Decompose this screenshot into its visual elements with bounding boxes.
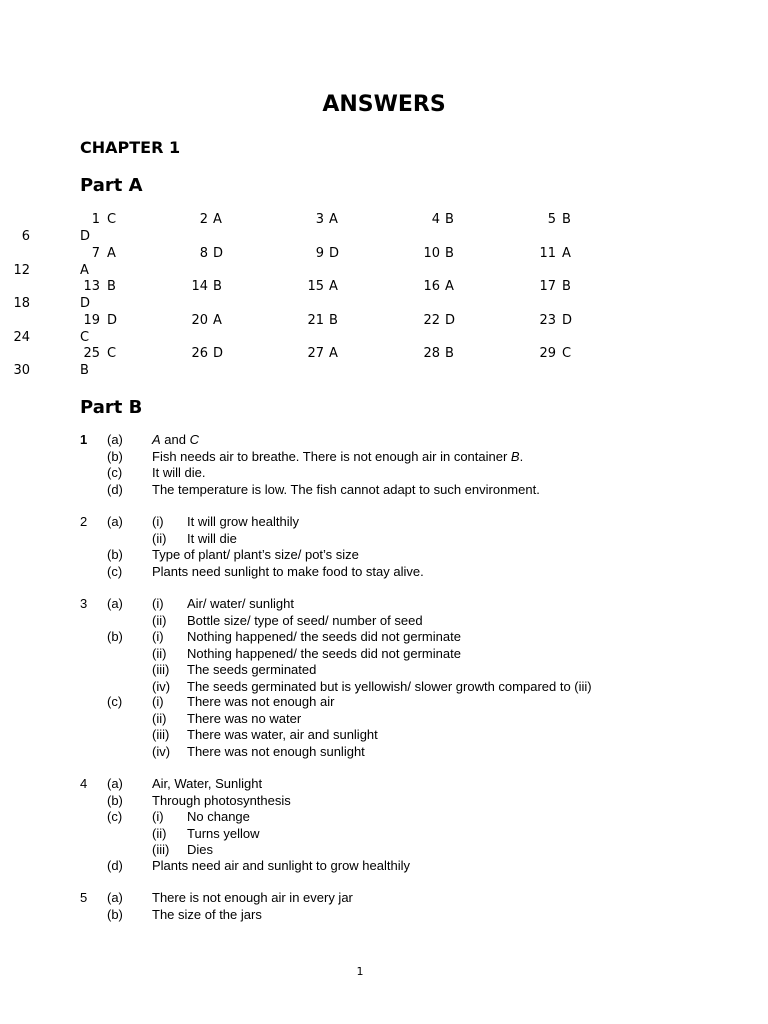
answer-letter: B	[80, 363, 89, 378]
answer-text: Turns yellow	[187, 825, 260, 841]
answer-text: There is not enough air in every jar	[152, 890, 353, 905]
answer-text: It will die	[187, 530, 237, 546]
sub-label: (a)	[107, 596, 123, 611]
answer-text: The seeds germinated	[187, 662, 317, 677]
answer-letter: B	[445, 212, 454, 227]
answer-number: 12	[13, 263, 30, 278]
sub-label: (a)	[107, 514, 123, 529]
roman-label: (i)	[152, 694, 164, 709]
question-number: 5	[80, 890, 88, 905]
answer-letter: C	[562, 346, 572, 361]
answer-number: 28	[423, 346, 440, 361]
answer-letter: B	[562, 279, 571, 294]
roman-label: (iv)	[152, 743, 171, 759]
answer-letter: D	[562, 313, 573, 328]
answer-letter: B	[445, 346, 454, 361]
answer-number: 2	[199, 212, 208, 227]
answer-text: It will grow healthily	[187, 514, 299, 529]
question-number: 4	[80, 776, 88, 791]
roman-label: (ii)	[152, 825, 167, 841]
answer-text: Through photosynthesis	[152, 792, 291, 808]
roman-label: (iii)	[152, 727, 170, 742]
roman-label: (ii)	[152, 710, 167, 726]
answer-text: Air, Water, Sunlight	[152, 776, 263, 791]
answer-number: 5	[547, 212, 556, 227]
answer-number: 27	[307, 346, 324, 361]
answer-number: 7	[91, 246, 100, 261]
answer-letter: B	[562, 212, 571, 227]
sub-label: (c)	[107, 694, 123, 709]
answer-number: 4	[431, 212, 440, 227]
question-number: 3	[80, 596, 88, 611]
answer-letter: D	[213, 246, 224, 261]
answer-letter: A	[80, 263, 89, 278]
answer-letter: C	[107, 212, 117, 227]
answer-letter: A	[445, 279, 454, 294]
answer-number: 19	[83, 313, 100, 328]
roman-label: (ii)	[152, 612, 167, 628]
answer-text: No change	[187, 809, 250, 824]
answer-number: 11	[539, 246, 556, 261]
answer-text: Nothing happened/ the seeds did not germinate	[187, 645, 461, 661]
answer-number: 30	[13, 363, 30, 378]
roman-label: (iv)	[152, 678, 171, 694]
answer-number: 20	[191, 313, 208, 328]
roman-label: (i)	[152, 596, 164, 611]
answer-number: 18	[13, 296, 30, 311]
answer-text: Plants need air and sunlight to grow healthily	[152, 858, 410, 873]
answer-letter: A	[329, 212, 338, 227]
chapter-heading: CHAPTER 1	[80, 138, 181, 157]
sub-label: (b)	[107, 448, 123, 464]
answer-text: There was not enough air	[187, 694, 335, 709]
sub-label: (b)	[107, 792, 123, 808]
sub-label: (b)	[107, 547, 123, 562]
answer-number: 10	[423, 246, 440, 261]
answer-text: Nothing happened/ the seeds did not germinate	[187, 629, 461, 644]
answer-number: 24	[13, 330, 30, 345]
answer-text: Air/ water/ sunlight	[187, 596, 294, 611]
page-number: 1	[356, 965, 364, 978]
answer-text: The seeds germinated but is yellowish/ slower growth compared to (iii)	[187, 678, 592, 694]
answer-text: Dies	[187, 842, 214, 857]
answer-letter: A	[562, 246, 571, 261]
answer-number: 8	[199, 246, 208, 261]
answer-text: Plants need sunlight to make food to stay alive.	[152, 563, 424, 579]
part-a-heading: Part A	[80, 175, 143, 196]
sub-label: (b)	[107, 906, 123, 922]
answer-letter: D	[80, 296, 91, 311]
roman-label: (iii)	[152, 662, 170, 677]
answer-text: Bottle size/ type of seed/ number of seed	[187, 612, 423, 628]
answer-number: 22	[423, 313, 440, 328]
roman-label: (i)	[152, 514, 164, 529]
sub-label: (d)	[107, 858, 123, 873]
answer-number: 16	[423, 279, 440, 294]
answer-number: 3	[315, 212, 324, 227]
answer-letter: D	[329, 246, 340, 261]
answer-letter: A	[213, 212, 222, 227]
answer-number: 6	[21, 229, 30, 244]
answer-letter: B	[107, 279, 116, 294]
answer-letter: B	[213, 279, 222, 294]
answer-number: 29	[539, 346, 556, 361]
answer-text: It will die.	[152, 465, 206, 480]
answer-number: 25	[83, 346, 100, 361]
sub-label: (b)	[107, 629, 123, 644]
answer-letter: D	[213, 346, 224, 361]
page-title: ANSWERS	[322, 92, 446, 117]
answer-letter: D	[445, 313, 456, 328]
part-b-heading: Part B	[80, 397, 143, 418]
answer-letter: A	[213, 313, 222, 328]
answer-number: 14	[191, 279, 208, 294]
answer-number: 17	[539, 279, 556, 294]
roman-label: (ii)	[152, 530, 167, 546]
sub-label: (d)	[107, 481, 123, 497]
answer-letter: B	[445, 246, 454, 261]
sub-label: (c)	[107, 809, 123, 824]
answer-letter: C	[80, 330, 90, 345]
roman-label: (ii)	[152, 645, 167, 661]
answer-letter: B	[329, 313, 338, 328]
answer-text: There was not enough sunlight	[187, 743, 365, 759]
answer-text: There was no water	[187, 710, 302, 726]
question-number: 2	[80, 514, 88, 529]
sub-label: (a)	[107, 432, 123, 447]
sub-label: (a)	[107, 776, 123, 791]
answer-text: The size of the jars	[152, 906, 262, 922]
sub-label: (c)	[107, 465, 123, 480]
answer-text: There was water, air and sunlight	[187, 727, 378, 742]
answer-text: The temperature is low. The fish cannot adapt to such environment.	[152, 481, 540, 497]
roman-label: (i)	[152, 629, 164, 644]
roman-label: (iii)	[152, 842, 170, 857]
answer-text: A and C	[152, 432, 199, 447]
answer-number: 9	[315, 246, 324, 261]
answer-number: 21	[307, 313, 324, 328]
answer-letter: C	[107, 346, 117, 361]
answer-letter: A	[107, 246, 116, 261]
question-number: 1	[80, 432, 88, 447]
answer-number: 23	[539, 313, 556, 328]
answer-letter: D	[80, 229, 91, 244]
answer-text: Fish needs air to breathe. There is not enough air in container B.	[152, 448, 524, 464]
sub-label: (a)	[107, 890, 123, 905]
answer-letter: A	[329, 279, 338, 294]
answer-text: Type of plant/ plant’s size/ pot’s size	[152, 547, 359, 562]
answer-letter: A	[329, 346, 338, 361]
answer-number: 13	[83, 279, 100, 294]
roman-label: (i)	[152, 809, 164, 824]
answer-letter: D	[107, 313, 118, 328]
answer-number: 26	[191, 346, 208, 361]
sub-label: (c)	[107, 563, 123, 579]
answer-number: 1	[91, 212, 100, 227]
answer-number: 15	[307, 279, 324, 294]
